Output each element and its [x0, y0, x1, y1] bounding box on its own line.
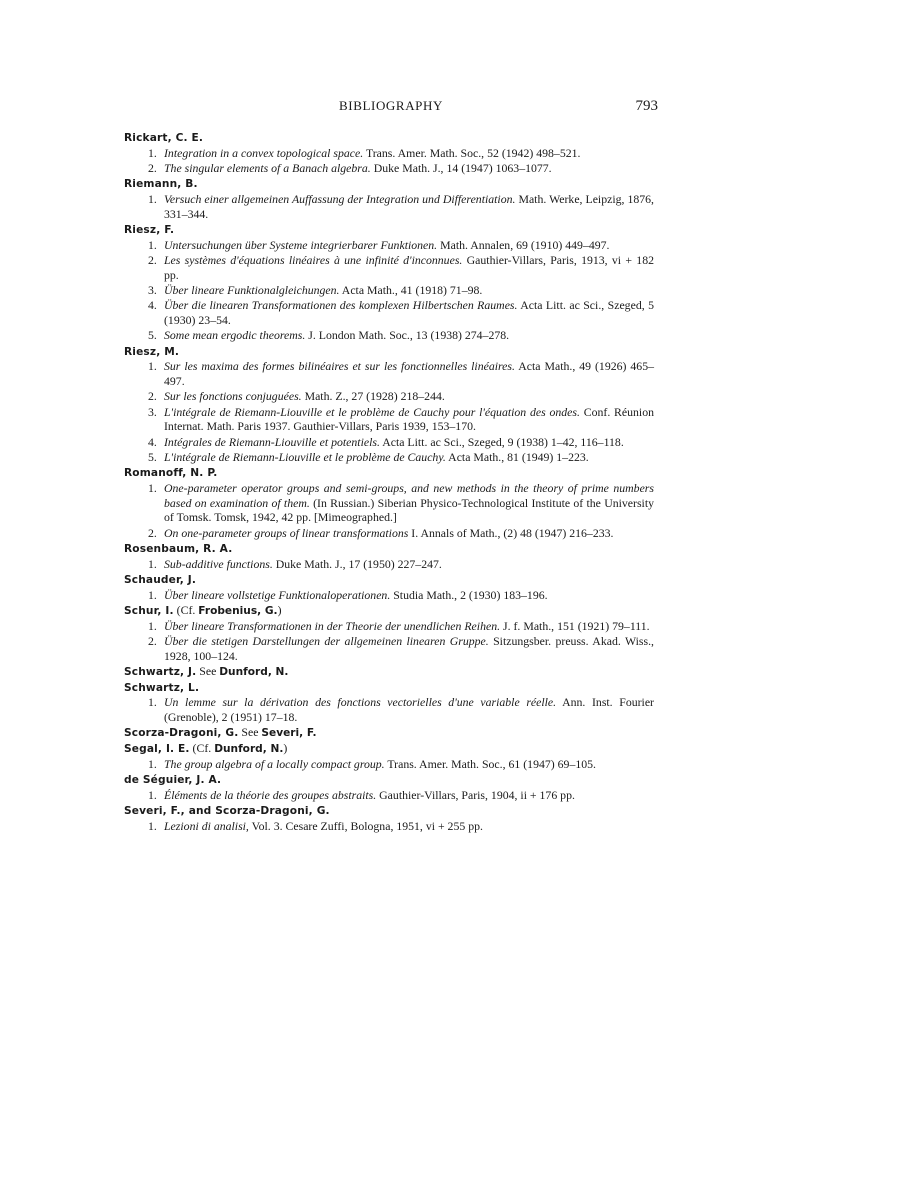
author-line: [124, 130, 654, 146]
work-citation: Conf. Réunion Internat. Math. Paris 1937. Gauthier-Villars, Paris 1939, 153–170.: [164, 404, 655, 434]
author-line: [124, 541, 654, 557]
work-citation: Acta Math., 81 (1949) 1–223.: [445, 449, 589, 464]
works-list: [124, 619, 654, 664]
author-line: [124, 344, 654, 360]
works-list: [124, 788, 654, 803]
bibliography-entry: [124, 344, 654, 465]
work-number: 1.: [148, 587, 157, 602]
bibliography-entry: [124, 465, 654, 540]
work-item: [124, 328, 654, 343]
cross-reference: [174, 603, 282, 617]
work-title: Über lineare Funktionalgleichungen.: [164, 283, 340, 297]
work-item: [124, 557, 654, 572]
work-item: [124, 253, 654, 282]
work-number: 4.: [148, 298, 157, 313]
work-item: [124, 192, 654, 221]
work-number: 4.: [148, 434, 157, 449]
work-title: Éléments de la théorie des groupes abstraits.: [164, 787, 377, 802]
work-item: [124, 757, 654, 772]
page-number: 793: [635, 98, 658, 114]
bibliography-entry: [124, 541, 654, 571]
cross-reference: [196, 664, 288, 678]
cross-reference-prefix: (Cf.: [173, 602, 199, 617]
work-citation: Math. Z., 27 (1928) 218–244.: [301, 389, 445, 404]
cross-reference-suffix: ): [277, 602, 282, 617]
work-title: Versuch einer allgemeinen Auffassung der Integration und Differentiation.: [164, 192, 516, 206]
bibliography-entry: [124, 803, 654, 833]
work-citation: Gauthier-Villars, Paris, 1913, vi + 182 pp.: [164, 253, 654, 282]
work-title: Untersuchungen über Systeme integrierbarer Funktionen.: [164, 237, 438, 252]
work-number: 1.: [148, 695, 157, 710]
page-header: [124, 98, 658, 118]
work-number: 1.: [148, 787, 157, 802]
author-name: Schur, I.: [124, 604, 174, 617]
work-item: [124, 238, 654, 253]
work-title: One-parameter operator groups and semi-groups, and new methods in the theory of prime numbers based on examination of them.: [164, 480, 654, 510]
cross-reference-author: Dunford, N.: [214, 743, 284, 755]
work-number: 3.: [148, 404, 157, 419]
bibliography-entry: [124, 176, 654, 221]
work-item: [124, 819, 654, 834]
work-title: Sub-additive functions.: [164, 556, 273, 571]
cross-reference-prefix: See: [196, 663, 220, 678]
work-citation: Duke Math. J., 14 (1947) 1063–1077.: [370, 161, 552, 175]
work-number: 3.: [148, 283, 157, 297]
work-item: [124, 405, 654, 434]
work-number: 2.: [148, 253, 157, 267]
works-list: [124, 757, 654, 772]
work-item: [124, 588, 654, 603]
work-title: Über die linearen Transformationen des komplexen Hilbertschen Raumes.: [164, 298, 518, 313]
work-number: 1.: [148, 359, 157, 374]
bibliography-entry: [124, 725, 654, 741]
work-title: Integration in a convex topological space.: [164, 145, 364, 160]
author-line: [124, 465, 654, 481]
cross-reference-author: Frobenius, G.: [198, 604, 278, 617]
work-item: [124, 634, 654, 663]
bibliography-entry: [124, 772, 654, 802]
author-name: Riemann, B.: [124, 178, 198, 191]
work-item: [124, 526, 654, 541]
work-item: [124, 619, 654, 634]
works-list: [124, 481, 654, 540]
work-citation: Acta Math., 41 (1918) 71–98.: [339, 283, 483, 297]
cross-reference: [190, 741, 288, 755]
work-number: 1.: [148, 192, 157, 206]
work-title: Un lemme sur la dérivation des fonctions vectorielles d'une variable réelle.: [164, 695, 557, 710]
author-name: Schwartz, J.: [124, 665, 197, 678]
bibliography-entry: [124, 130, 654, 176]
bibliography-entry: [124, 680, 654, 725]
cross-reference-author: Dunford, N.: [219, 665, 289, 678]
works-list: [124, 192, 654, 221]
work-citation: Acta Math., 49 (1926) 465–497.: [164, 359, 654, 388]
work-citation: Studia Math., 2 (1930) 183–196.: [390, 587, 548, 602]
work-title: Über lineare vollstetige Funktionaloperationen.: [164, 587, 391, 602]
work-item: [124, 283, 654, 298]
author-line: [124, 741, 654, 757]
work-number: 1.: [148, 145, 157, 160]
work-citation: Sitzungsber. preuss. Akad. Wiss., 1928, 100–124.: [164, 633, 654, 663]
work-citation: (In Russian.) Siberian Physico-Technological Institute of the University of Tomsk. Tomsk, 1942, 42 pp. [Mimeographed.]: [164, 495, 654, 525]
works-list: [124, 146, 654, 176]
work-title: L'intégrale de Riemann-Liouville et le problème de Cauchy.: [164, 449, 446, 464]
work-number: 1.: [148, 756, 157, 771]
works-list: [124, 819, 654, 834]
work-title: The singular elements of a Banach algebra.: [164, 161, 371, 175]
work-citation: Duke Math. J., 17 (1950) 227–247.: [272, 556, 442, 571]
author-name: Scorza-Dragoni, G.: [124, 727, 239, 740]
work-title: Lezioni di analisi,: [164, 818, 249, 833]
work-number: 5.: [148, 449, 157, 464]
work-number: 1.: [148, 818, 157, 833]
work-number: 1.: [148, 556, 157, 571]
work-item: [124, 481, 654, 525]
work-citation: Gauthier-Villars, Paris, 1904, ii + 176 pp.: [376, 787, 575, 802]
work-citation: Vol. 3. Cesare Zuffi, Bologna, 1951, vi + 255 pp.: [248, 818, 483, 833]
work-citation: Trans. Amer. Math. Soc., 61 (1947) 69–105.: [384, 756, 596, 771]
work-title: On one-parameter groups of linear transformations: [164, 525, 409, 540]
work-title: Some mean ergodic theorems.: [164, 328, 306, 343]
author-line: [124, 176, 654, 192]
work-item: [124, 161, 654, 176]
author-line: [124, 603, 654, 619]
work-title: Sur les maxima des formes bilinéaires et sur les fonctionnelles linéaires.: [164, 359, 515, 374]
bibliography-entry: [124, 572, 654, 602]
work-number: 1.: [148, 480, 157, 495]
work-number: 2.: [148, 525, 157, 540]
work-title: Über lineare Transformationen in der Theorie der unendlichen Reihen.: [164, 618, 501, 633]
work-item: [124, 146, 654, 161]
work-citation: J. London Math. Soc., 13 (1938) 274–278.: [305, 328, 510, 343]
works-list: [124, 695, 654, 724]
works-list: [124, 557, 654, 572]
author-name: Riesz, F.: [124, 224, 175, 236]
bibliography-entry: [124, 664, 654, 680]
author-name: Rosenbaum, R. A.: [124, 542, 233, 555]
work-item: [124, 788, 654, 803]
author-name: Schauder, J.: [124, 573, 197, 586]
work-item: [124, 359, 654, 388]
work-title: L'intégrale de Riemann-Liouville et le problème de Cauchy pour l'équation des ondes.: [164, 404, 580, 419]
work-number: 1.: [148, 618, 157, 633]
bibliography-entry: [124, 741, 654, 771]
author-name: Riesz, M.: [124, 345, 180, 358]
author-line: [124, 222, 654, 238]
work-number: 2.: [148, 633, 157, 648]
author-line: [124, 725, 654, 741]
work-title: The group algebra of a locally compact group.: [164, 756, 385, 771]
cross-reference-prefix: (Cf.: [189, 741, 215, 755]
work-item: [124, 450, 654, 465]
work-item: [124, 298, 654, 327]
work-citation: J. f. Math., 151 (1921) 79–111.: [500, 618, 650, 633]
work-citation: Math. Werke, Leipzig, 1876, 331–344.: [164, 192, 654, 221]
work-title: Les systèmes d'équations linéaires à une infinité d'inconnues.: [164, 253, 463, 267]
author-line: [124, 680, 654, 696]
author-name: Segal, I. E.: [124, 743, 190, 755]
cross-reference-author: Severi, F.: [261, 727, 317, 740]
work-citation: Acta Litt. ac Sci., Szeged, 5 (1930) 23–54.: [164, 298, 654, 327]
author-name: Schwartz, L.: [124, 681, 200, 694]
cross-reference-suffix: ): [283, 741, 288, 755]
work-citation: Trans. Amer. Math. Soc., 52 (1942) 498–521.: [363, 145, 581, 160]
work-citation: I. Annals of Math., (2) 48 (1947) 216–233.: [408, 525, 614, 540]
work-number: 5.: [148, 328, 157, 343]
author-name: Romanoff, N. P.: [124, 467, 218, 480]
author-name: Severi, F., and Scorza-Dragoni, G.: [124, 805, 330, 817]
work-item: [124, 389, 654, 404]
author-name: de Séguier, J. A.: [124, 774, 222, 786]
work-item: [124, 435, 654, 450]
work-item: [124, 695, 654, 724]
work-title: Sur les fonctions conjuguées.: [164, 389, 302, 404]
works-list: [124, 359, 654, 464]
work-number: 2.: [148, 161, 157, 175]
work-citation: Acta Litt. ac Sci., Szeged, 9 (1938) 1–42, 116–118.: [379, 434, 624, 449]
cross-reference: [238, 725, 316, 739]
work-citation: Ann. Inst. Fourier (Grenoble), 2 (1951) 17–18.: [164, 695, 654, 724]
work-citation: Math. Annalen, 69 (1910) 449–497.: [437, 237, 610, 252]
works-list: [124, 588, 654, 603]
work-title: Über die stetigen Darstellungen der allgemeinen linearen Gruppe.: [164, 633, 489, 648]
running-title: BIBLIOGRAPHY: [339, 98, 443, 113]
work-number: 2.: [148, 389, 157, 404]
cross-reference-prefix: See: [238, 725, 262, 740]
bibliography-entries: [124, 130, 654, 834]
author-line: [124, 803, 654, 819]
works-list: [124, 238, 654, 343]
author-line: [124, 572, 654, 588]
author-name: Rickart, C. E.: [124, 132, 204, 144]
author-line: [124, 664, 654, 680]
bibliography-entry: [124, 222, 654, 343]
work-number: 1.: [148, 237, 157, 252]
author-line: [124, 772, 654, 788]
bibliography-entry: [124, 603, 654, 663]
work-title: Intégrales de Riemann-Liouville et potentiels.: [164, 434, 380, 449]
